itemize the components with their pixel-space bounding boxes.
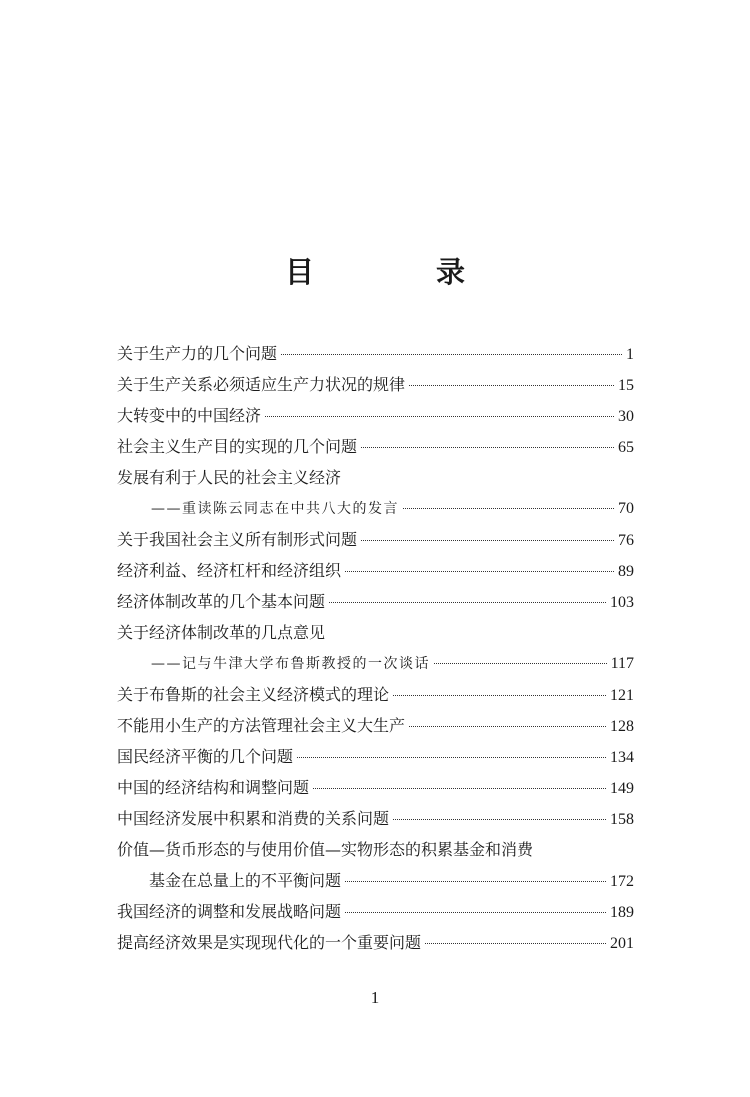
toc-entry-heading (117, 462, 634, 493)
dot-leader (329, 602, 606, 603)
dot-leader (313, 788, 606, 789)
toc-entry-page: 172 (610, 873, 634, 890)
dot-leader (361, 447, 614, 448)
page-number: 1 (370, 988, 380, 1007)
toc-entry-title: 关于布鲁斯的社会主义经济模式的理论 (117, 685, 390, 704)
dot-leader (281, 354, 622, 355)
toc-entry-title: 价值—货币形态的与使用价值—实物形态的积累基金和消费 (117, 840, 534, 859)
toc-entry-page: 128 (610, 718, 634, 735)
toc-entry-title: 社会主义生产目的实现的几个问题 (117, 437, 358, 456)
toc-entry-title: ——记与牛津大学布鲁斯教授的一次谈话 (151, 656, 430, 672)
dot-leader (425, 943, 606, 944)
dot-leader (345, 912, 606, 913)
toc-entry (117, 431, 634, 462)
toc-entry-page: 158 (610, 811, 634, 828)
toc-entry-page: 1 (626, 346, 634, 363)
toc-entry (117, 803, 634, 834)
dot-leader (265, 416, 614, 417)
dot-leader (297, 757, 606, 758)
toc-entry-page: 70 (618, 500, 634, 517)
toc-entry-page: 65 (618, 439, 634, 456)
toc-entry-title: 经济利益、经济杠杆和经济组织 (117, 561, 342, 580)
dot-leader (409, 385, 614, 386)
toc-entry-title: 大转变中的中国经济 (117, 406, 262, 425)
toc-entry (117, 896, 634, 927)
toc-entry-heading (117, 617, 634, 648)
toc-entry-heading (117, 834, 634, 865)
toc-entry-title: 关于经济体制改革的几点意见 (117, 623, 326, 642)
toc-entry-title: 经济体制改革的几个基本问题 (117, 592, 326, 611)
toc-entry-page: 30 (618, 408, 634, 425)
toc-entry-page: 149 (610, 780, 634, 797)
toc-entry (117, 586, 634, 617)
dot-leader (393, 695, 606, 696)
toc-entry (117, 710, 634, 741)
toc-entry-title: 国民经济平衡的几个问题 (117, 747, 294, 766)
toc-entry (117, 524, 634, 555)
toc-entry-page: 117 (610, 655, 634, 672)
toc-entry-title: ——重读陈云同志在中共八大的发言 (151, 501, 399, 517)
toc-entry-continuation (117, 865, 634, 896)
dot-leader (345, 571, 614, 572)
dot-leader (409, 726, 606, 727)
toc-entry (117, 555, 634, 586)
toc-entry-page: 201 (610, 935, 634, 952)
dot-leader (434, 663, 607, 664)
dot-leader (403, 508, 614, 509)
dot-leader (393, 819, 606, 820)
toc-entry-title: 发展有利于人民的社会主义经济 (117, 468, 342, 487)
toc-entry (117, 772, 634, 803)
toc-entry-page: 189 (610, 904, 634, 921)
toc-entry-page: 89 (618, 563, 634, 580)
toc-entry-title: 关于我国社会主义所有制形式问题 (117, 530, 358, 549)
toc-entry-page: 134 (610, 749, 634, 766)
dot-leader (345, 881, 606, 882)
toc-entry-title: 关于生产力的几个问题 (117, 344, 278, 363)
toc-entry-page: 121 (610, 687, 634, 704)
toc-entry-page: 76 (618, 532, 634, 549)
toc-entry (117, 679, 634, 710)
toc-entry-subtitle (117, 493, 634, 524)
toc-entry-page: 15 (618, 377, 634, 394)
toc-entry-subtitle (117, 648, 634, 679)
toc-entry-title: 不能用小生产的方法管理社会主义大生产 (117, 716, 406, 735)
dot-leader (361, 540, 614, 541)
toc-entry (117, 369, 634, 400)
toc-entry-title: 我国经济的调整和发展战略问题 (117, 902, 342, 921)
toc-entry (117, 927, 634, 958)
toc-entry-title: 基金在总量上的不平衡问题 (149, 871, 342, 890)
page-title: 目 录 (284, 255, 522, 289)
table-of-contents (117, 338, 634, 958)
toc-entry-title: 中国的经济结构和调整问题 (117, 778, 310, 797)
toc-entry (117, 741, 634, 772)
toc-entry (117, 400, 634, 431)
toc-entry-page: 103 (610, 594, 634, 611)
toc-entry-title: 中国经济发展中积累和消费的关系问题 (117, 809, 390, 828)
toc-entry (117, 338, 634, 369)
toc-entry-title: 提高经济效果是实现现代化的一个重要问题 (117, 933, 422, 952)
toc-entry-title: 关于生产关系必须适应生产力状况的规律 (117, 375, 406, 394)
